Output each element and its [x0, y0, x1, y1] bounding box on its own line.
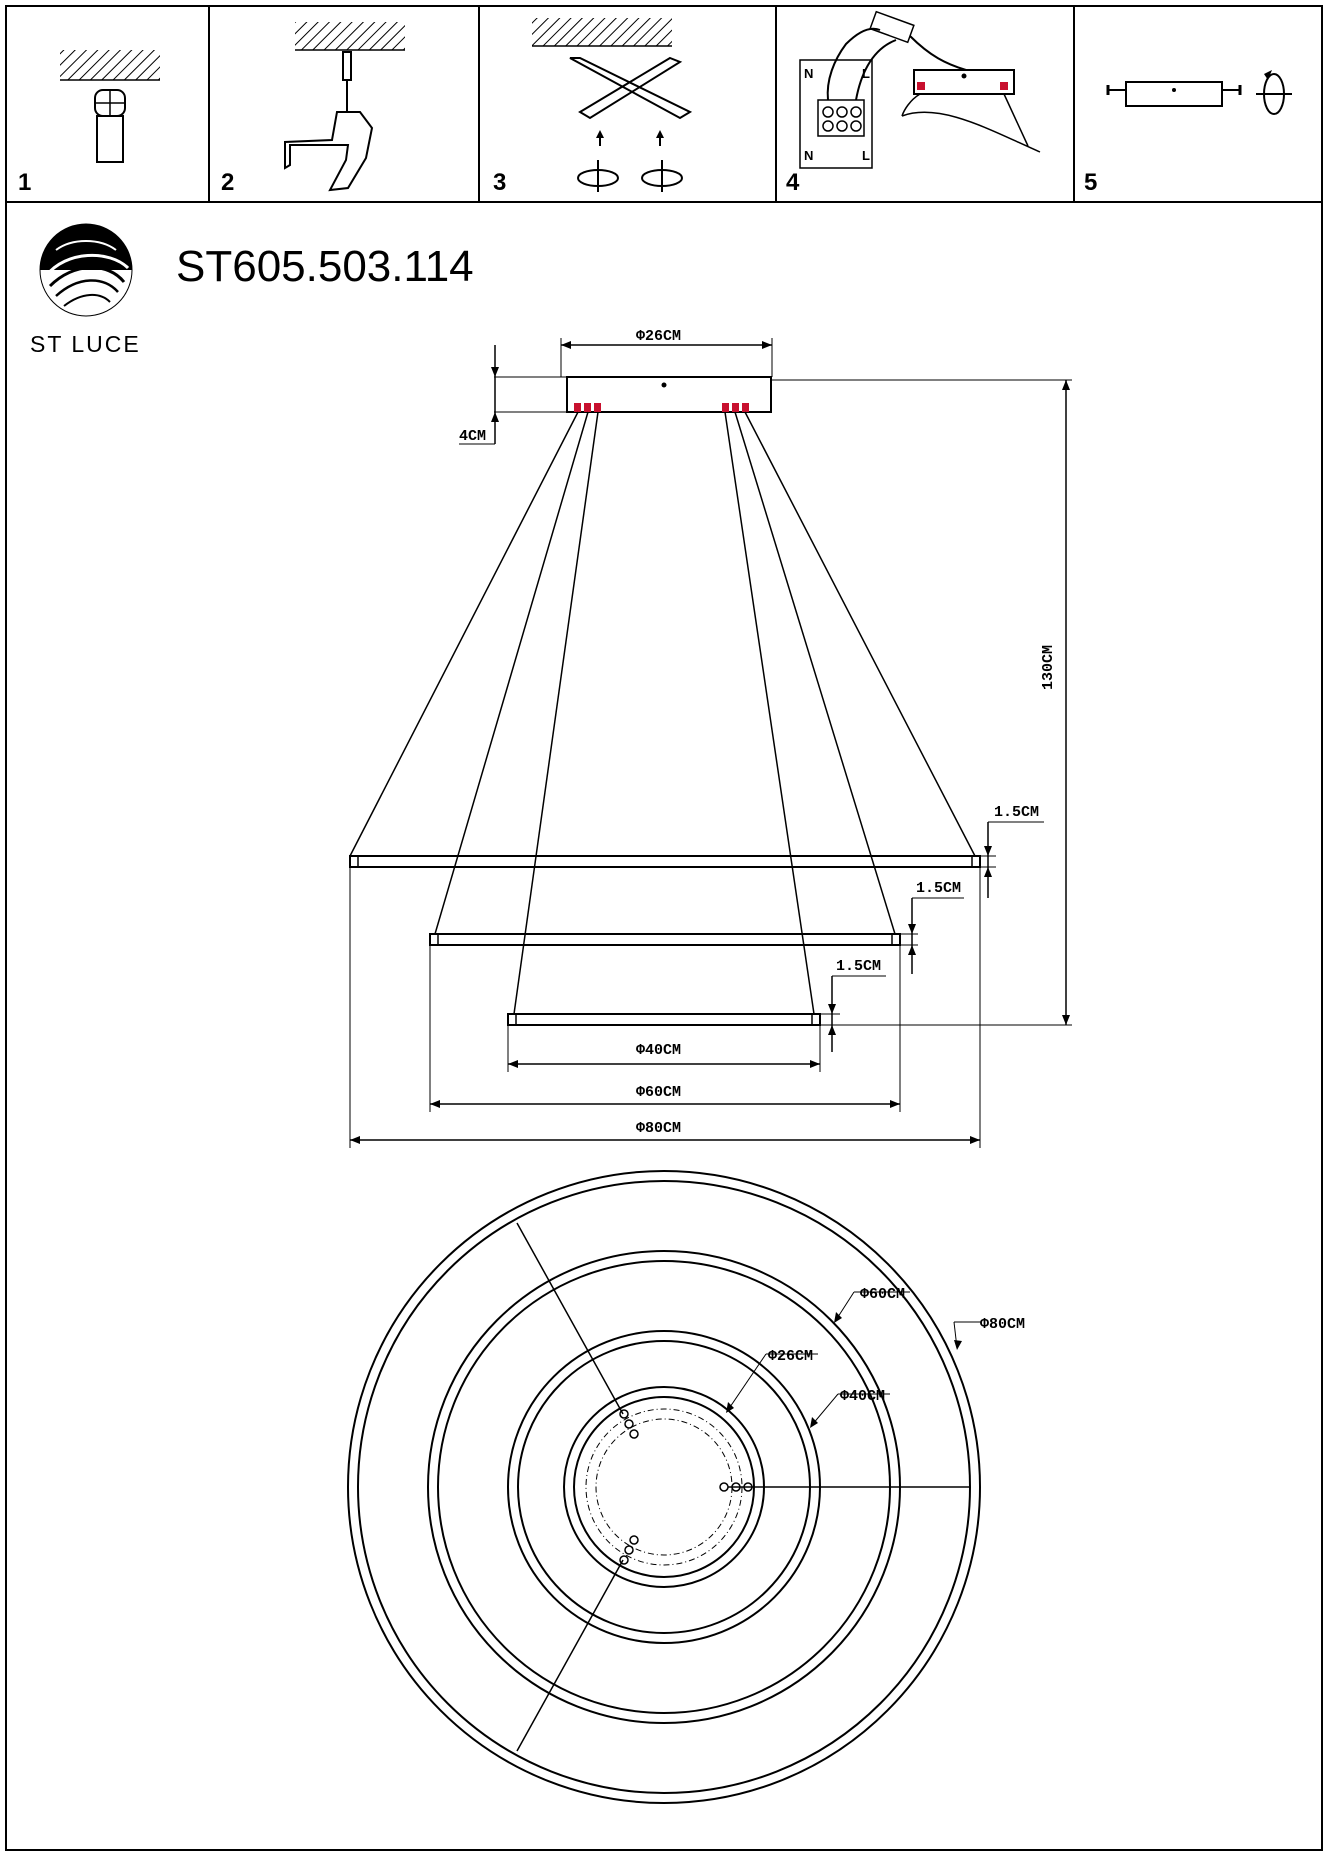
wire-label-n: N: [804, 66, 814, 81]
ring-small-side: [508, 1014, 820, 1025]
elevation-view: [350, 328, 1072, 1148]
step-5-panel: [1084, 70, 1292, 196]
dim-canopy-height: 4CM: [459, 428, 487, 445]
anchor-points: [620, 1410, 752, 1564]
mount-points: [574, 403, 749, 412]
dim-ring-thickness: 1.5CM: [836, 958, 882, 975]
dim-ring-large: Φ80CM: [636, 1120, 682, 1137]
step-number: 4: [786, 169, 800, 196]
ring-medium-side: [430, 934, 900, 945]
dim-ring-thickness: 1.5CM: [916, 880, 962, 897]
model-number: ST605.503.114: [176, 242, 474, 291]
dim-ring-medium: Φ60CM: [636, 1084, 682, 1101]
hammer-drill-icon: [285, 22, 405, 190]
canopy-screw-icon: [1108, 70, 1292, 114]
wire-label-n: N: [804, 148, 814, 163]
dim-canopy-diameter: Φ26CM: [636, 328, 682, 345]
wire-label-l: L: [862, 66, 870, 81]
dim-total-height: 130CM: [1040, 644, 1057, 690]
step-number: 5: [1084, 169, 1098, 196]
brand-name: ST LUCE: [30, 331, 141, 357]
dim-ring-small: Φ40CM: [636, 1042, 682, 1059]
suspension-cable: [514, 412, 598, 1014]
step-number: 2: [221, 169, 235, 196]
dim-ring-thickness: 1.5CM: [994, 804, 1040, 821]
wire-label-l: L: [862, 148, 870, 163]
suspension-cable: [350, 412, 578, 856]
cross-bracket-icon: [532, 18, 690, 192]
step-number: 3: [493, 169, 507, 196]
suspension-cable: [725, 412, 814, 1014]
ring-large-side: [350, 856, 980, 867]
plan-label-ring-medium: Φ60CM: [860, 1286, 906, 1303]
step-1-panel: [18, 50, 160, 196]
step-4-panel: [786, 12, 1040, 196]
step-number: 1: [18, 169, 32, 196]
plan-label-ring-small: Φ40CM: [840, 1388, 886, 1405]
step-2-panel: [221, 22, 405, 196]
wiring-terminal-icon: [800, 12, 1040, 168]
suspension-cable: [745, 412, 975, 856]
plan-label-ring-large: Φ80CM: [980, 1316, 1026, 1333]
spiral-logo-icon: [40, 224, 132, 316]
ceiling-hook-icon: [60, 50, 160, 162]
plan-label-canopy: Φ26CM: [768, 1348, 814, 1365]
step-3-panel: [493, 18, 690, 196]
brand-block: [30, 224, 141, 357]
plan-view: [348, 1171, 1025, 1803]
